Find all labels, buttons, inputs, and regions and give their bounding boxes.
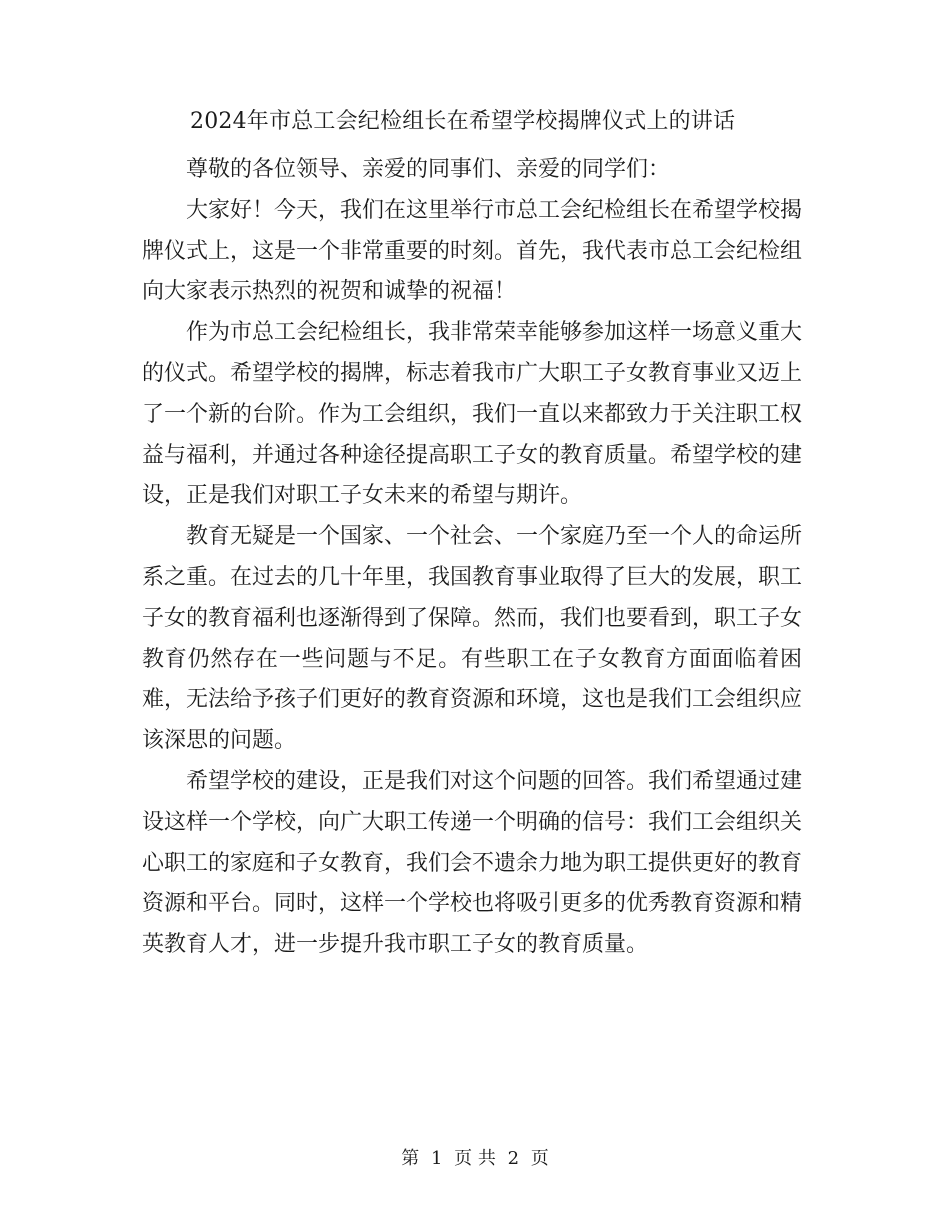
footer-middle: 页 共 [454,1148,496,1169]
paragraph-salutation: 尊敬的各位领导、亲爱的同事们、亲爱的同学们： [186,157,671,182]
document-body [142,150,802,966]
paragraph-greeting: 大家好！今天，我们在这里举行市总工会纪检组长在希望学校揭牌仪式上，这是一个非常重要的时刻。首先，我代表市总工会纪检组向大家表示热烈的祝贺和诚挚的祝福！ [142,197,803,305]
paragraph-honor: 作为市总工会纪检组长，我非常荣幸能够参加这样一场意义重大的仪式。希望学校的揭牌，标志着我市广大职工子女教育事业又迈上了一个新的台阶。作为工会组织，我们一直以来都致力于关注职工权益与福利，并通过各种途径提高职工子女的教育质量。希望学校的建设，正是我们对职工子女未来的希望与期许。 [142,320,803,509]
footer-suffix: 页 [530,1148,549,1169]
footer-total-pages: 2 [507,1148,520,1169]
paragraph-education: 教育无疑是一个国家、一个社会、一个家庭乃至一个人的命运所系之重。在过去的几十年里，我国教育事业取得了巨大的发展，职工子女的教育福利也逐渐得到了保障。然而，我们也要看到，职工子女教育仍然存在一些问题与不足。有些职工在子女教育方面面临着困难，无法给予孩子们更好的教育资源和环境，这也是我们工会组织应该深思的问题。 [142,524,803,754]
page-footer [0,1146,950,1172]
footer-prefix: 第 [401,1148,420,1169]
paragraph-answer: 希望学校的建设，正是我们对这个问题的回答。我们希望通过建设这样一个学校，向广大职工传递一个明确的信号：我们工会组织关心职工的家庭和子女教育，我们会不遗余力地为职工提供更好的教育资源和平台。同时，这样一个学校也将吸引更多的优秀教育资源和精英教育人才，进一步提升我市职工子女的教育质量。 [142,768,803,958]
footer-page-number: 1 [430,1148,443,1169]
document-title: 2024年市总工会纪检组长在希望学校揭牌仪式上的讲话 [190,109,736,134]
